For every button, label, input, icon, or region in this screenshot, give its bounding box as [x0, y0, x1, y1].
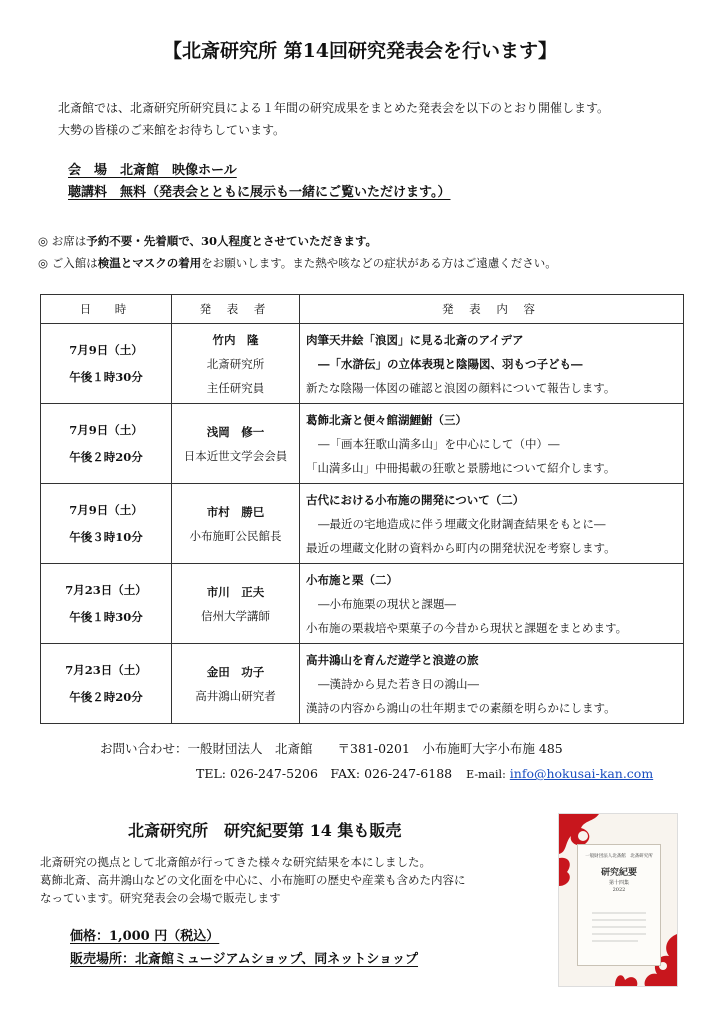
- cell-datetime: [41, 644, 172, 724]
- cell-datetime: [41, 324, 172, 404]
- page-title: 【北斎研究所 第14回研究発表会を行います】: [162, 40, 558, 62]
- talk-title: 肉筆天井絵「浪図」に見る北斎のアイデア: [306, 332, 524, 347]
- venue-place: 会 場 北斎館 映像ホール: [68, 163, 237, 178]
- cell-content: [300, 644, 684, 724]
- venue-fee: 聴講料 無料（発表会とともに展示も一緒にご覧いただけます。）: [68, 185, 451, 200]
- table-row: [41, 644, 684, 724]
- talk-title: 古代における小布施の開発について（二）: [306, 492, 525, 507]
- table-header-row: [41, 295, 684, 324]
- talk-description: 新たな陰陽一体図の確認と浪図の顔料について報告します。: [306, 380, 616, 395]
- contact-info: [100, 736, 700, 787]
- email-label: E-mail:: [466, 768, 506, 781]
- talk-description: 小布施の栗栽培や栗菓子の今昔から現状と課題をまとめます。: [306, 620, 628, 635]
- header-presenter: 発 表 者: [172, 295, 300, 324]
- cell-content: [300, 324, 684, 404]
- cell-presenter: [172, 324, 300, 404]
- talk-description: 「山満多山」中冊掲載の狂歌と景勝地について紹介します。: [306, 460, 616, 475]
- talk-title: 高井鴻山を育んだ遊学と浪遊の旅: [306, 652, 479, 667]
- intro-text: [58, 97, 678, 141]
- schedule-table: [40, 294, 684, 724]
- talk-subtitle: ―最近の宅地造成に伴う埋蔵文化財調査結果をもとに―: [318, 516, 606, 531]
- intro-line-1: 北斎館では、北斎研究所研究員による１年間の研究成果をまとめた発表会を以下のとおり開催します。: [58, 101, 610, 115]
- bullet-mark: ◎: [38, 234, 49, 248]
- bulletin-para-1: 北斎研究の拠点として北斎館が行ってきた様々な研究結果を本にしました。: [40, 855, 431, 869]
- presenter-affiliation: 日本近世文学会会員: [183, 448, 288, 463]
- bulletin-para-3: なっています。研究発表会の会場で販売します: [40, 891, 281, 905]
- cell-datetime: [41, 564, 172, 644]
- row-date: 7月23日（土）: [65, 662, 147, 677]
- contact-phone-line: [100, 761, 700, 787]
- bulletin-sales-info: [70, 925, 418, 971]
- cover-contents-lines: [578, 907, 660, 957]
- table-row: [41, 564, 684, 644]
- presenter-name: 金田 功子: [206, 664, 265, 679]
- presenter-name: 市川 正夫: [206, 584, 265, 599]
- note-seating-pre: お席は: [51, 234, 87, 248]
- row-time: 午後１時30分: [69, 369, 143, 384]
- notes: [38, 230, 557, 274]
- talk-subtitle: ―漢詩から見た若き日の鴻山―: [318, 676, 479, 691]
- bulletin-para-2: 葛飾北斎、高井鴻山などの文化面を中心に、小布施町の歴史や産業も含めた内容に: [40, 873, 466, 887]
- cell-presenter: [172, 564, 300, 644]
- presenter-affiliation: 信州大学講師: [201, 608, 270, 623]
- venue-info: [68, 160, 450, 204]
- bulletin-shop: 販売場所：北斎館ミュージアムショップ、同ネットショップ: [70, 952, 419, 967]
- cover-title: 研究紀要: [600, 868, 637, 878]
- row-time: 午後２時20分: [69, 689, 143, 704]
- talk-subtitle: ―「画本狂歌山満多山」を中心にして（中）―: [318, 436, 560, 451]
- note-entry: [38, 252, 557, 274]
- presenter-position: 主任研究員: [206, 380, 265, 395]
- bulletin-heading: 北斎研究所 研究紀要第 14 集も販売: [128, 821, 402, 840]
- bulletin-description: [40, 853, 540, 907]
- cell-presenter: [172, 404, 300, 484]
- row-time: 午後１時30分: [69, 609, 143, 624]
- bullet-mark: ◎: [38, 256, 49, 270]
- book-cover: [577, 844, 661, 966]
- talk-subtitle: ―「水滸伝」の立体表現と陰陽図、羽もつ子ども―: [318, 356, 583, 371]
- presenter-name: 市村 勝巳: [206, 504, 265, 519]
- bulletin-price: 価格：1,000 円（税込）: [70, 929, 220, 944]
- note-entry-post: をお願いします。また熱や咳などの症状がある方はご遠慮ください。: [201, 256, 557, 270]
- cell-datetime: [41, 404, 172, 484]
- note-entry-pre: ご入館は: [51, 256, 98, 270]
- note-seating-bold: 予約不要・先着順で、30人程度とさせていただきます。: [86, 234, 378, 248]
- intro-line-2: 大勢の皆様のご来館をお待ちしています。: [58, 123, 286, 137]
- cover-publisher: 一般財団法人北斎館 北斎研究所: [585, 854, 653, 859]
- contact-address: お問い合わせ：一般財団法人 北斎館 〒381-0201 小布施町大字小布施 485: [100, 741, 563, 756]
- header-content: 発 表 内 容: [300, 295, 684, 324]
- talk-subtitle: ―小布施栗の現状と課題―: [318, 596, 456, 611]
- talk-title: 小布施と栗（二）: [306, 572, 398, 587]
- bulletin-cover-image: [558, 813, 678, 987]
- cell-presenter: [172, 484, 300, 564]
- table-row: [41, 484, 684, 564]
- presenter-name: 竹内 隆: [212, 332, 259, 347]
- presenter-affiliation: 高井鴻山研究者: [195, 688, 276, 703]
- row-date: 7月23日（土）: [65, 582, 147, 597]
- table-row: [41, 404, 684, 484]
- cell-presenter: [172, 644, 300, 724]
- presenter-affiliation: 小布施町公民館長: [189, 528, 282, 543]
- cell-content: [300, 564, 684, 644]
- presenter-name: 浅岡 修一: [206, 424, 265, 439]
- presenter-affiliation: 北斎研究所: [206, 356, 265, 371]
- cover-volume: 第十四集: [608, 880, 629, 886]
- cell-content: [300, 404, 684, 484]
- talk-title: 葛飾北斎と便々館湖鯉鮒（三）: [306, 412, 467, 427]
- row-time: 午後２時20分: [69, 449, 143, 464]
- row-time: 午後３時10分: [69, 529, 143, 544]
- header-datetime: 日 時: [41, 295, 172, 324]
- row-date: 7月9日（土）: [69, 342, 143, 357]
- cell-content: [300, 484, 684, 564]
- table-row: [41, 324, 684, 404]
- cover-year: 2022: [612, 887, 626, 893]
- contact-tel-fax: TEL: 026-247-5206 FAX: 026-247-6188: [196, 766, 453, 781]
- row-date: 7月9日（土）: [69, 422, 143, 437]
- talk-description: 最近の埋蔵文化財の資料から町内の開発状況を考察します。: [306, 540, 616, 555]
- row-date: 7月9日（土）: [69, 502, 143, 517]
- note-entry-bold: 検温とマスクの着用: [97, 256, 202, 270]
- talk-description: 漢詩の内容から鴻山の壮年期までの素顔を明らかにします。: [306, 700, 616, 715]
- cell-datetime: [41, 484, 172, 564]
- email-link[interactable]: info@hokusai-kan.com: [509, 766, 654, 781]
- note-seating: [38, 230, 557, 252]
